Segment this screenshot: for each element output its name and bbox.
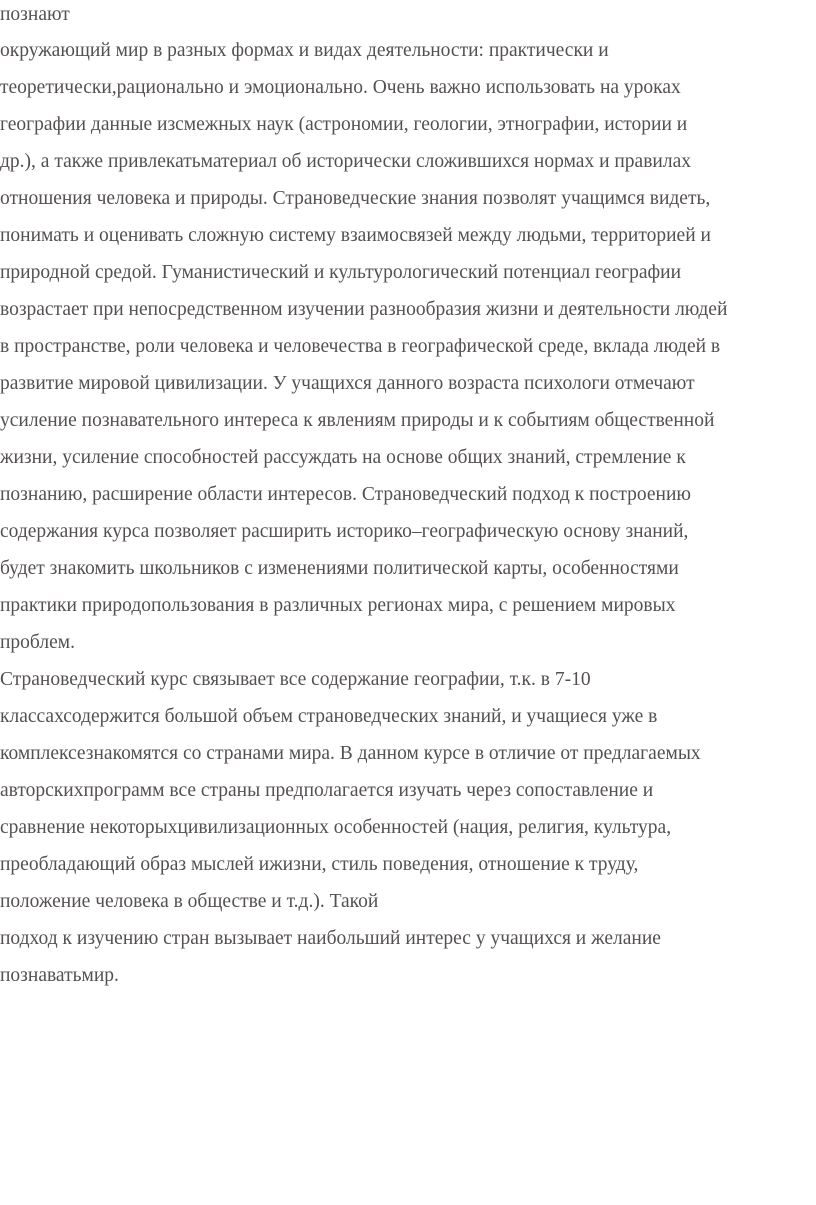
text-line: проблем.: [0, 632, 75, 653]
text-line: окружающий мир в разных формах и видах деятельности: практически и: [0, 40, 609, 61]
text-line: возрастает при непосредственном изучении разнообразия жизни и деятельности людей: [0, 299, 728, 320]
text-line: в пространстве, роли человека и человечества в географической среде, вклада людей в: [0, 336, 721, 357]
text-line: познанию, расширение области интересов. Страноведческий подход к построению: [0, 484, 691, 505]
text-line: Страноведческий курс связывает все содержание географии, т.к. в 7-10: [0, 669, 591, 690]
text-line: понимать и оценивать сложную систему взаимосвязей между людьми, территорией и: [0, 225, 711, 246]
text-line: комплексезнакомятся со странами мира. В данном курсе в отличие от предлагаемых: [0, 743, 701, 764]
text-line: географии данные изсмежных наук (астрономии, геологии, этнографии, истории и: [0, 114, 688, 135]
text-line: будет знакомить школьников с изменениями политической карты, особенностями: [0, 558, 679, 579]
text-line: познают: [0, 4, 70, 25]
text-line: авторскихпрограмм все страны предполагается изучать через сопоставление и: [0, 780, 654, 801]
text-line: др.), а также привлекатьматериал об исторически сложившихся нормах и правилах: [0, 151, 691, 172]
text-line: содержания курса позволяет расширить историко–географическую основу знаний,: [0, 521, 689, 542]
text-line: положение человека в обществе и т.д.). Такой: [0, 891, 379, 912]
text-line: природной средой. Гуманистический и культурологический потенциал географии: [0, 262, 682, 283]
text-line: классахсодержится большой объем страноведческих знаний, и учащиеся уже в: [0, 706, 658, 727]
text-line: сравнение некоторыхцивилизационных особенностей (нация, религия, культура,: [0, 817, 672, 838]
text-line: усиление познавательного интереса к явлениям природы и к событиям общественной: [0, 410, 715, 431]
text-line: отношения человека и природы. Страноведческие знания позволят учащимся видеть,: [0, 188, 711, 209]
text-line: подход к изучению стран вызывает наибольший интерес у учащихся и желание: [0, 928, 661, 949]
text-line: практики природопользования в различных регионах мира, с решением мировых: [0, 595, 676, 616]
text-line: теоретически,рационально и эмоционально. Очень важно использовать на уроках: [0, 77, 681, 98]
text-line: жизни, усиление способностей рассуждать на основе общих знаний, стремление к: [0, 447, 686, 468]
text-line: развитие мировой цивилизации. У учащихся данного возраста психологи отмечают: [0, 373, 695, 394]
text-line: преобладающий образ мыслей ижизни, стиль поведения, отношение к труду,: [0, 854, 639, 875]
text-line: познаватьмир.: [0, 965, 119, 986]
